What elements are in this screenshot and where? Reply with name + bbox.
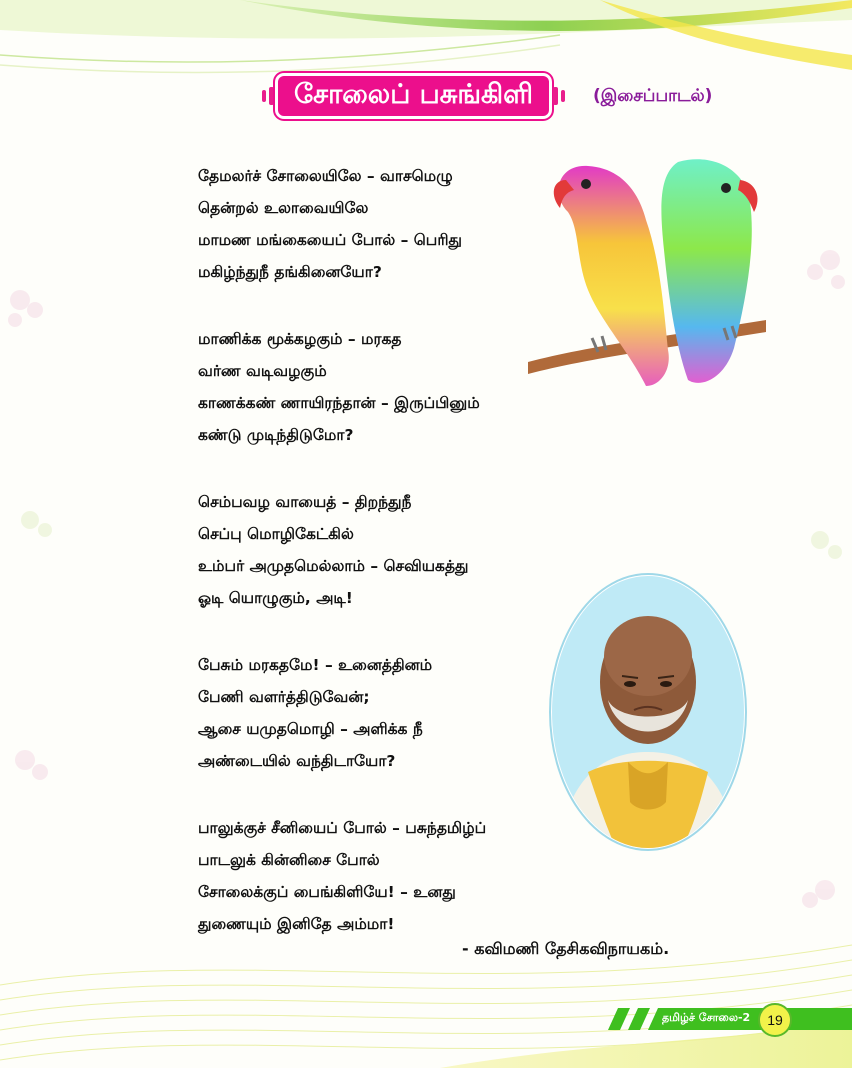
stanza	[198, 323, 558, 451]
poem-line: பாலுக்குச் சீனியைப் போல் – பசுந்தமிழ்ப்	[198, 819, 487, 837]
poem-line: சோலைக்குப் பைங்கிளியே! – உனது	[198, 883, 456, 901]
footer-book-title: தமிழ்ச் சோலை-2	[662, 1011, 751, 1024]
poem-line: உம்பர் அமுதமெல்லாம் – செவியகத்து	[198, 557, 469, 575]
page-title: சோலைப் பசுங்கிளி	[278, 76, 549, 116]
title-right-ornament	[553, 87, 565, 105]
stanza	[198, 486, 558, 614]
stanza	[198, 160, 558, 288]
poem-line: வர்ண வடிவழகும்	[198, 362, 327, 380]
poem-line: பேசும் மரகதமே! – உனைத்தினம்	[198, 656, 433, 674]
poem-line: காணக்கண் ணாயிரந்தான் – இருப்பினும்	[198, 394, 480, 412]
poem-line: தேமலர்ச் சோலையிலே – வாசமெழு	[198, 167, 453, 185]
poem-line: தென்றல் உலாவையிலே	[198, 199, 369, 217]
poem-line: துணையும் இனிதே அம்மா!	[198, 915, 395, 933]
stanza	[198, 812, 558, 940]
poem-line: பாடலுக் கின்னிசை போல்	[198, 851, 380, 869]
title-left-ornament	[262, 87, 274, 105]
poem-line: மகிழ்ந்துநீ தங்கினையோ?	[198, 263, 382, 281]
poem-author: - கவிமணி தேசிகவிநாயகம்.	[462, 939, 670, 958]
poem-line: கண்டு முடிந்திடுமோ?	[198, 426, 354, 444]
poet-portrait	[548, 572, 748, 852]
page-subtitle: (இசைப்பாடல்)	[593, 86, 713, 106]
poem-line: பேணி வளர்த்திடுவேன்;	[198, 688, 370, 706]
stanza	[198, 649, 558, 777]
poem-line: ஆசை யமுதமொழி – அளிக்க நீ	[198, 720, 423, 738]
poem-line: செப்பு மொழிகேட்கில்	[198, 525, 354, 543]
title-banner	[262, 74, 565, 118]
poem-line: அண்டையில் வந்திடாயோ?	[198, 752, 396, 770]
poem-line: மாணிக்க மூக்கழகும் – மரகத	[198, 330, 402, 348]
poem-line: மாமண மங்கையைப் போல் – பெரிது	[198, 231, 462, 249]
poem-line: செம்பவழ வாயைத் – திறந்துநீ	[198, 493, 412, 511]
poem-line: ஓடி யொழுகும், அடி!	[198, 589, 353, 607]
parrots-illustration	[528, 150, 768, 400]
page-number: 19	[758, 1003, 792, 1037]
poem	[198, 160, 558, 975]
